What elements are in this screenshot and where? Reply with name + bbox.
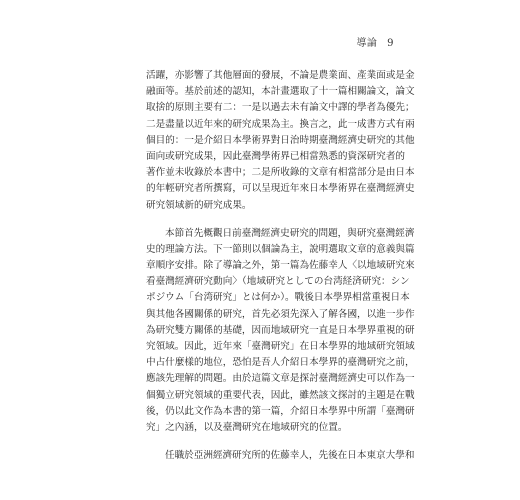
chapter-title: 導論	[356, 38, 378, 49]
text-line: 本節首先概觀日前臺灣經濟史研究的問題，與研究臺灣經濟	[165, 227, 415, 239]
text-line: 究領域。因此，近年來「臺灣研究」在日本學界的地域研究領域	[146, 341, 415, 352]
text-line: 看臺灣經濟研究動向〉（地域研究としての台湾経済研究：シン	[146, 276, 410, 288]
paragraph-3	[146, 448, 415, 464]
text-line: 為研究雙方關係的基礎，因而地域研究一直是日本學界重視的研	[146, 324, 415, 336]
text-line: 著作並未收錄於本書中；二是所收錄的文章有相當部分是由日本	[146, 167, 415, 179]
body-text	[146, 68, 415, 464]
text-line: 應該先理解的問題。由於這篇文章是探討臺灣經濟史可以作為一	[146, 373, 415, 385]
text-line: 後，仍以此文作為本書的第一篇，介紹日本學界中所謂「臺灣研	[146, 405, 415, 417]
page-number: 9	[387, 38, 394, 49]
text-line: 史的理論方法。下一節則以個論為主，說明選取文章的意義與篇	[146, 243, 415, 255]
paragraph-gap	[146, 214, 382, 226]
text-line: 研究領域新的研究成果。	[146, 199, 252, 211]
text-line: 二是盡量以近年來的研究成果為主。換言之，此一成書方式有兩	[146, 118, 415, 130]
text-line: ポジウム「台湾研究」とは何か）。戰後日本學界相當重視日本	[146, 292, 410, 304]
text-line: 個目的：一是介紹日本學術界對日治時期臺灣經濟史研究的其他	[146, 134, 415, 146]
text-line: 取捨的原則主要有二：一是以過去未有論文中譯的學者為優先；	[146, 102, 415, 114]
text-line: 的年輕研究者所撰寫，可以呈現近年來日本學術界在臺灣經濟史	[146, 183, 415, 195]
text-line: 活躍，亦影響了其他層面的發展，不論是農業面、產業面或是金	[146, 70, 415, 81]
paragraph-1	[146, 68, 415, 214]
paragraph-gap	[146, 436, 382, 448]
text-line: 與其他各國關係的研究，首先必須先深入了解各國，以進一步作	[146, 308, 415, 320]
paragraph-2	[146, 226, 415, 436]
text-line: 中占什麼樣的地位，恐怕是吾人介紹日本學界的臺灣研究之前，	[146, 357, 415, 369]
text-line: 章順序安排。除了導論之外，第一篇為佐藤幸人〈以地域研究來	[146, 260, 415, 272]
running-header	[356, 38, 394, 50]
text-line: 究」之內涵，以及臺灣研究在地域研究的位置。	[146, 421, 348, 433]
text-line: 任職於亞洲經濟研究所的佐藤幸人，先後在日本東京大學和	[165, 450, 415, 462]
text-line: 面向或研究成果，因此臺灣學術界已相當熟悉的資深研究者的	[146, 150, 406, 162]
text-line: 融面等。基於前述的認知，本計畫選取了十一篇相關論文，論文	[146, 86, 415, 98]
text-line: 個獨立研究領域的重要代表，因此，雖然該文探討的主題是在戰	[146, 389, 415, 401]
